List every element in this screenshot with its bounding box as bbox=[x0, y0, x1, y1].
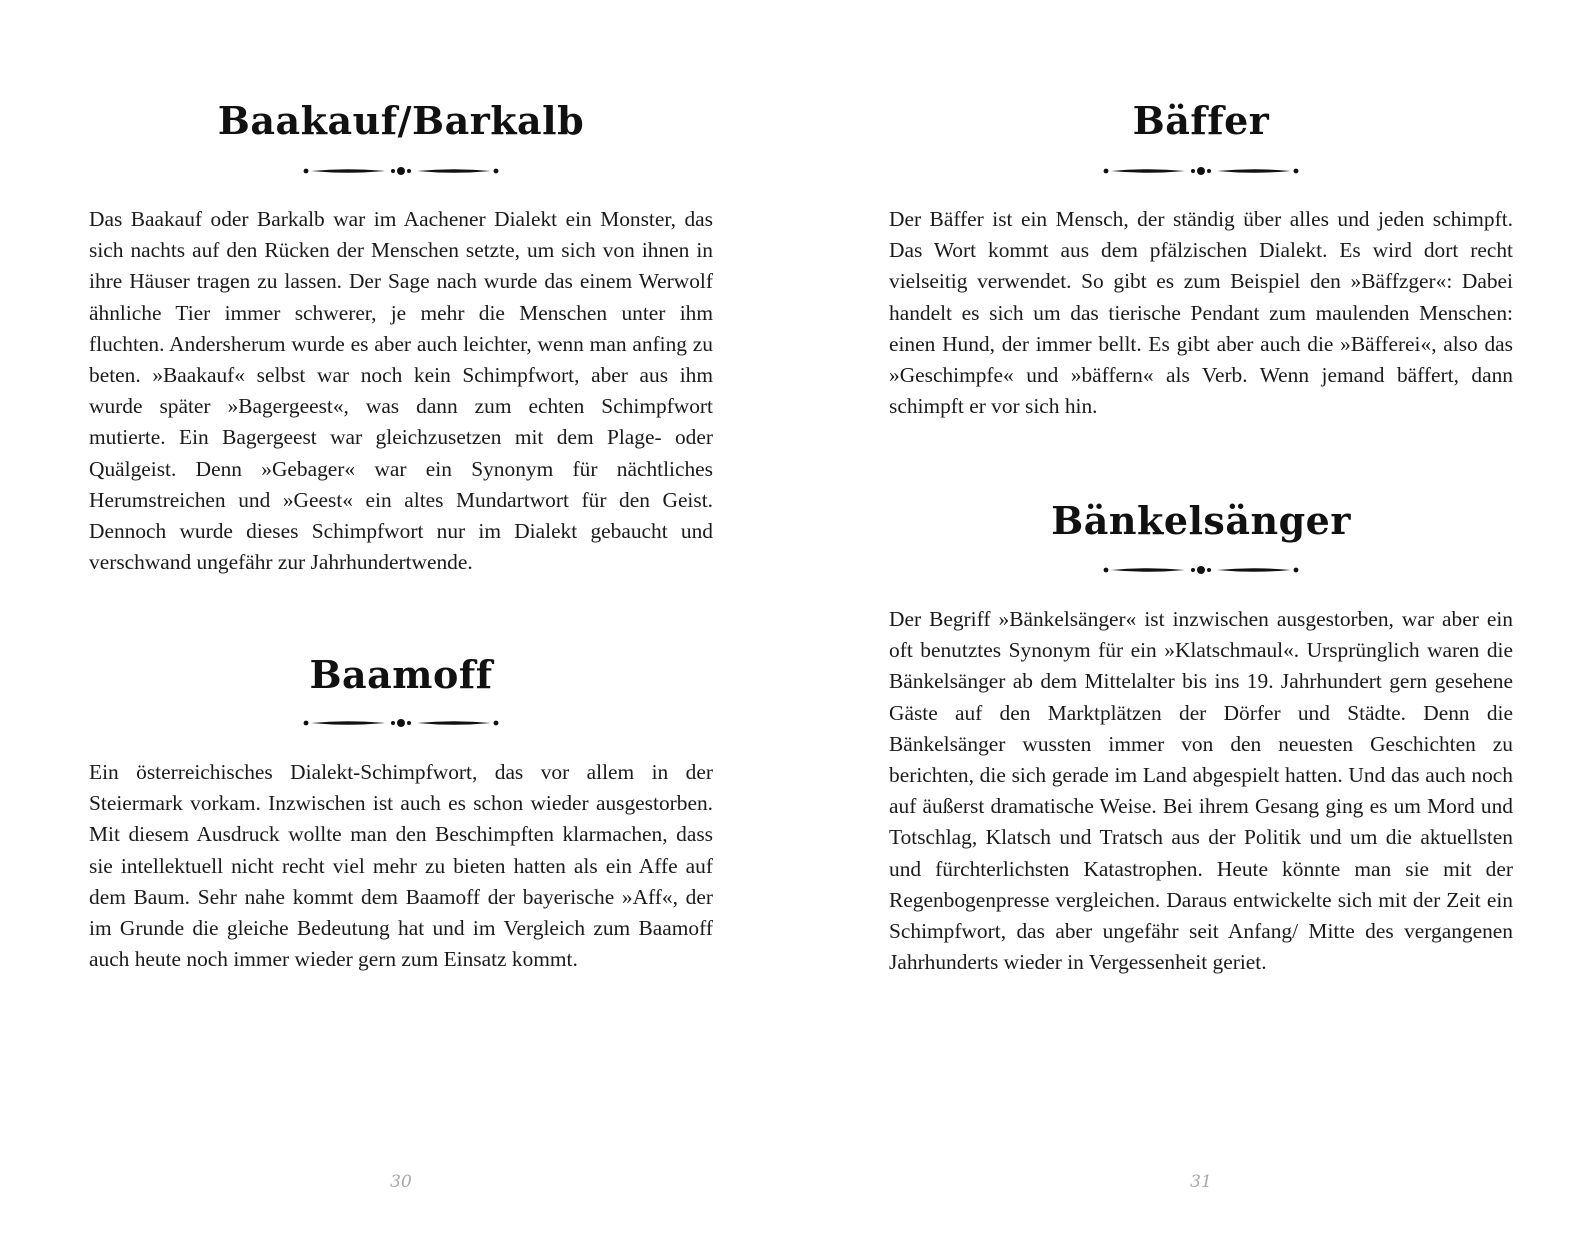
entry-text-baenkelsaenger: Der Begriff »Bänkelsänger« ist inzwischen ausgestorben, war aber ein oft benutztes Synonym für ein »Klatschmaul«. Ursprünglich waren die Bänkelsänger ab dem Mittelalter bis ins 19. Jahrhundert gern gesehene Gäste auf den Marktplätzen der Dörfer und Städte. Denn die Bänkelsänger wussten immer von den neuesten Geschichten zu berichten, die sich gerade im Land abgespielt hatten. Und das auch noch auf äußerst dramatische Weise. Bei ihrem Gesang ging es um Mord und Totschlag, Klatsch und Tratsch aus der Politik und um die aktuellsten und fürchterlichsten Katastrophen. Heute könnte man sie mit der Regenbogenpresse vergleichen. Daraus entwickelte sich mit der Zeit ein Schimpfwort, das aber ungefähr seit Anfang/ Mitte des vergangenen Jahrhunderts wieder in Vergessenheit geriet. bbox=[889, 607, 1513, 975]
entry-title-baakauf: Baakauf/Barkalb bbox=[217, 98, 585, 143]
ornament-divider-icon bbox=[1103, 563, 1299, 577]
ornament-divider-icon bbox=[303, 164, 499, 178]
ornament-divider-icon bbox=[303, 716, 499, 730]
entry-title-baeffer: Bäffer bbox=[1132, 98, 1270, 143]
entry-text-baakauf: Das Baakauf oder Barkalb war im Aachener Dialekt ein Monster, das sich nachts auf den Rücken der Menschen setzte, um sich von ihnen in ihre Häuser tragen zu lassen. Der Sage nach wurde das einem Werwolf ähnliche Tier immer schwerer, je mehr die Menschen unter ihm fluchten. Andersherum wurde es aber auch leichter, wenn man anfing zu beten. »Baakauf« selbst war noch kein Schimpfwort, aber aus ihm wurde später »Bagergeest«, was dann zum echten Schimpfwort mutierte. Ein Bagergeest war gleichzusetzen mit dem Plage- oder Quälgeist. Denn »Gebager« war ein Synonym für nächtliches Herumstreichen und »Geest« ein altes Mundartwort für den Geist. Dennoch wurde dieses Schimpfwort nur im Dialekt gebaucht und verschwand ungefähr zur Jahrhundertwende. bbox=[89, 207, 713, 575]
right-page bbox=[889, 0, 1513, 1240]
ornament-divider-icon bbox=[1103, 164, 1299, 178]
entry-text-baamoff: Ein österreichisches Dialekt-Schimpfwort, das vor allem in der Steiermark vorkam. Inzwischen ist auch es schon wieder ausgestorben. Mit diesem Ausdruck wollte man den Beschimpften klarmachen, dass sie intellektuell nicht recht viel mehr zu bieten hatten als ein Affe auf dem Baum. Sehr nahe kommt dem Baamoff der bayerische »Aff«, der im Grunde die gleiche Bedeutung hat und im Vergleich zum Baamoff auch heute noch immer wieder gern zum Einsatz kommt. bbox=[89, 760, 713, 972]
page-number-right: 31 bbox=[1190, 1172, 1212, 1192]
entry-title-baenkelsaenger: Bänkelsänger bbox=[1051, 498, 1351, 543]
page-number-left: 30 bbox=[390, 1172, 412, 1192]
left-page bbox=[89, 0, 713, 1240]
entry-text-baeffer: Der Bäffer ist ein Mensch, der ständig über alles und jeden schimpft. Das Wort kommt aus dem pfälzischen Dialekt. Es wird dort recht vielseitig verwendet. So gibt es zum Beispiel den »Bäffzger«: Dabei handelt es sich um das tierische Pendant zum maulenden Menschen: einen Hund, der immer bellt. Es gibt aber auch die »Bäfferei«, also das »Geschimpfe« und »bäffern« als Verb. Wenn jemand bäffert, dann schimpft er vor sich hin. bbox=[889, 207, 1513, 419]
entry-title-baamoff: Baamoff bbox=[309, 652, 493, 697]
